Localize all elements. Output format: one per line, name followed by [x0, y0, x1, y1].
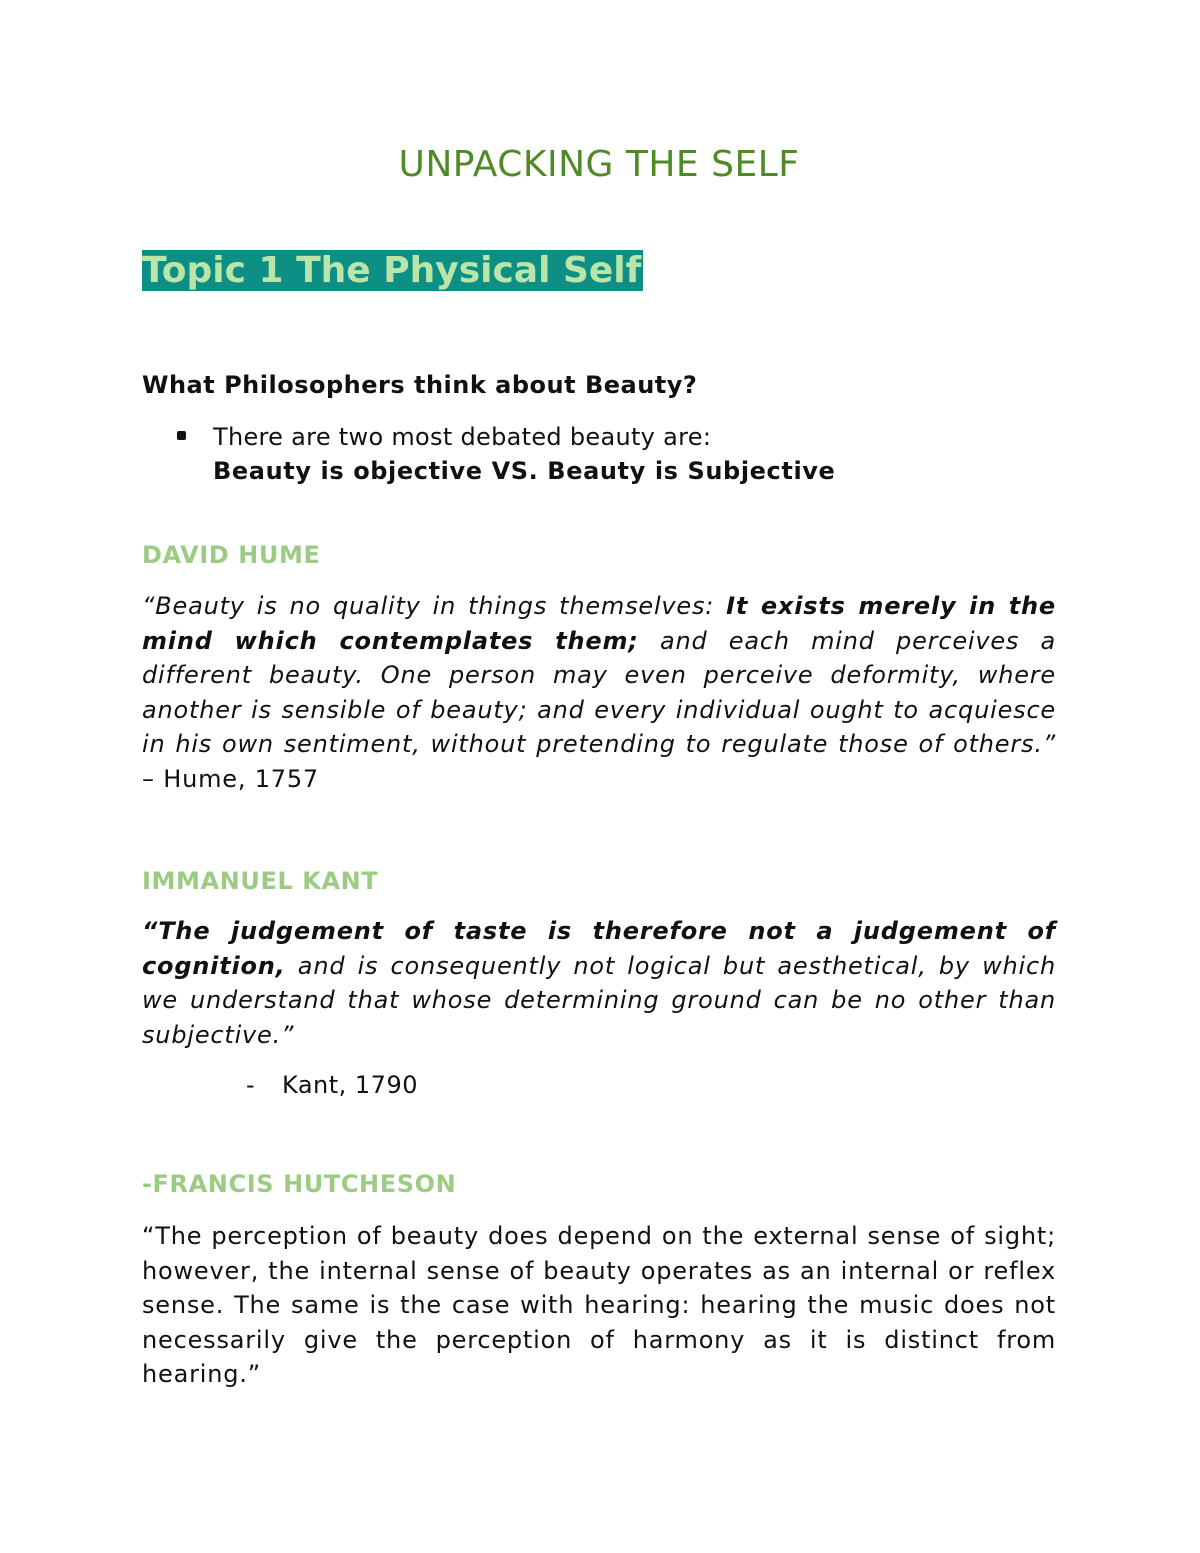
bullet-text: There are two most debated beauty are:	[213, 423, 712, 451]
kant-attribution	[246, 1068, 418, 1102]
hume-quote-rest: and each mind perceives a different beauty. One person may even perceive deformity, where another is sensible of beauty; and every individual ought to acquiesce in his own sentiment, without pretending to regulate those of others.”	[142, 626, 1056, 759]
document-title: UNPACKING THE SELF	[398, 144, 800, 185]
kant-attribution-text: Kant, 1790	[282, 1071, 418, 1099]
hutcheson-quote: “The perception of beauty does depend on the external sense of sight; however, the internal sense of beauty operates as an internal or reflex sense. The same is the case with hearing: hearing the music does not necessarily give the perception of harmony as it is distinct from hearing.”	[142, 1222, 1056, 1389]
kant-quote-rest: and is consequently not logical but aesthetical, by which we understand that whose determining ground can be no other than subjective.”	[142, 951, 1056, 1049]
kant-quote	[142, 914, 1056, 1052]
topic-heading	[142, 250, 643, 292]
hume-attribution: – Hume, 1757	[142, 764, 319, 793]
hume-heading: DAVID HUME	[142, 541, 321, 569]
kant-attribution-dash: -	[246, 1071, 256, 1099]
bullet-list	[142, 420, 1056, 488]
bullet-subtext: Beauty is objective VS. Beauty is Subjective	[213, 457, 836, 485]
hume-quote-bold: It exists merely in the mind which contemplates them;	[142, 592, 1056, 655]
hutcheson-heading: -FRANCIS HUTCHESON	[142, 1170, 457, 1198]
kant-heading: IMMANUEL KANT	[142, 867, 379, 895]
kant-quote-bold: “The judgement of taste is therefore not a judgement of cognition,	[142, 917, 1056, 980]
list-item	[142, 420, 1056, 488]
topic-heading-highlight: Topic 1 The Physical Self	[142, 250, 642, 291]
hume-quote	[142, 589, 1056, 797]
hume-quote-open: “Beauty is no quality in things themselves:	[142, 592, 727, 620]
section-question: What Philosophers think about Beauty?	[142, 371, 698, 399]
bullet-icon	[177, 431, 186, 440]
